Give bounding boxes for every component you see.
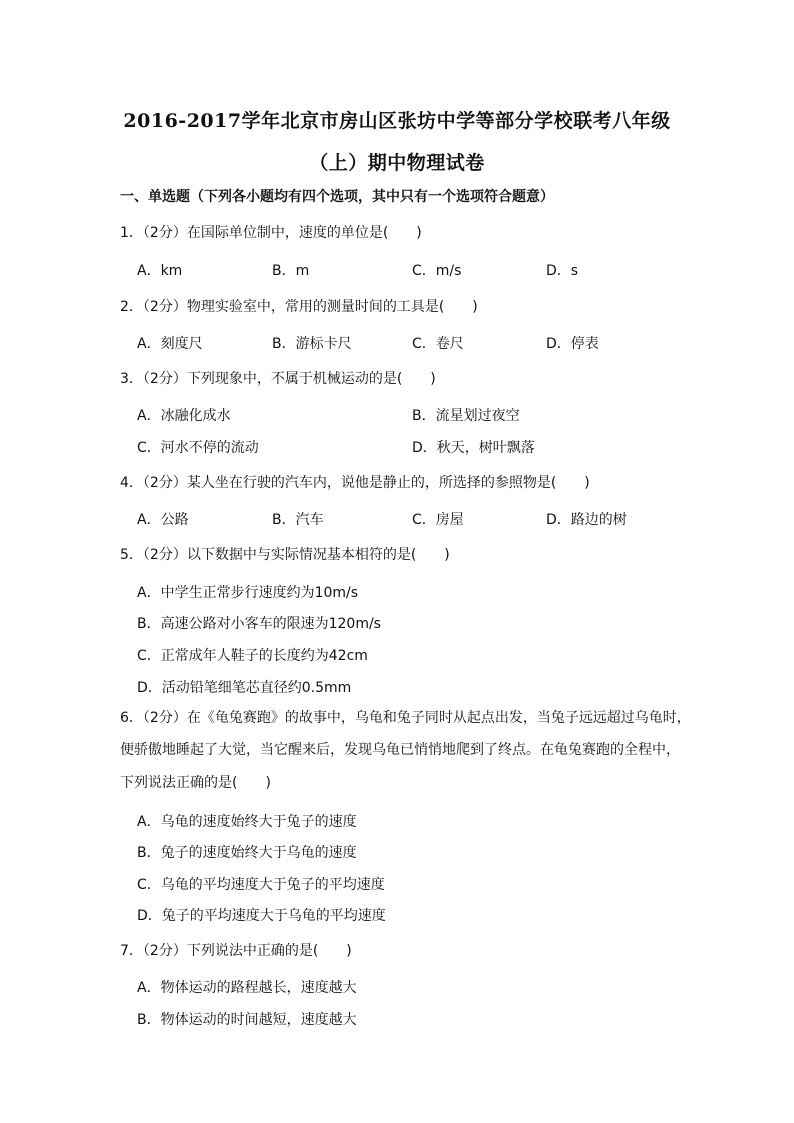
question-4-stem: 4．（2分）某人坐在行驶的汽车内，说他是静止的，所选择的参照物是( ) [120, 475, 590, 491]
question-4-option-c: C．房屋 [412, 512, 464, 528]
question-3-option-d: D．秋天，树叶飘落 [412, 440, 535, 456]
question-5-option-b: B．高速公路对小客车的限速为120m/s [137, 616, 381, 632]
question-6-option-a: A．乌龟的速度始终大于兔子的速度 [137, 814, 357, 830]
question-7-option-b: B．物体运动的时间越短，速度越大 [137, 1012, 357, 1028]
question-1-option-c: C．m/s [412, 263, 462, 279]
exam-title-line1: 2016-2017学年北京市房山区张坊中学等部分学校联考八年级 [123, 110, 671, 132]
question-5-stem: 5．（2分）以下数据中与实际情况基本相符的是( ) [120, 547, 450, 563]
question-2-stem: 2．（2分）物理实验室中，常用的测量时间的工具是( ) [120, 299, 478, 315]
question-4-option-b: B．汽车 [272, 512, 324, 528]
question-1-option-d: D．s [546, 263, 579, 279]
question-5-option-d: D．活动铅笔细笔芯直径约0.5mm [137, 680, 352, 696]
question-6-option-c: C．乌龟的平均速度大于兔子的平均速度 [137, 877, 385, 893]
question-3-option-c: C．河水不停的流动 [137, 440, 259, 456]
question-1-stem: 1．（2分）在国际单位制中，速度的单位是( ) [120, 225, 422, 241]
question-5-option-a: A．中学生正常步行速度约为10m/s [137, 585, 359, 601]
question-6-stem-line3: 下列说法正确的是( ) [120, 775, 271, 791]
question-3-option-b: B．流星划过夜空 [412, 408, 520, 424]
question-3-stem: 3．（2分）下列现象中，不属于机械运动的是( ) [120, 371, 436, 387]
question-3-option-a: A．冰融化成水 [137, 408, 231, 424]
question-2-option-d: D．停表 [546, 336, 599, 352]
question-7-stem: 7．（2分）下列说法中正确的是( ) [120, 943, 352, 959]
question-2-option-b: B．游标卡尺 [272, 336, 352, 352]
question-2-option-a: A．刻度尺 [137, 336, 203, 352]
question-4-option-d: D．路边的树 [546, 512, 627, 528]
question-6-stem-line2: 便骄傲地睡起了大觉，当它醒来后，发现乌龟已悄悄地爬到了终点。在龟兔赛跑的全程中， [120, 742, 680, 758]
question-6-stem-line1: 6．（2分）在《龟兔赛跑》的故事中，乌龟和兔子同时从起点出发，当兔子远远超过乌龟时， [120, 710, 691, 726]
question-1-option-b: B．m [272, 263, 310, 279]
section-heading: 一、单选题（下列各小题均有四个选项，其中只有一个选项符合题意） [120, 189, 554, 205]
question-7-option-a: A．物体运动的路程越长，速度越大 [137, 980, 357, 996]
question-6-option-b: B．兔子的速度始终大于乌龟的速度 [137, 845, 357, 861]
exam-title-line2: （上）期中物理试卷 [309, 152, 485, 174]
question-4-option-a: A．公路 [137, 512, 189, 528]
question-6-option-d: D．兔子的平均速度大于乌龟的平均速度 [137, 908, 386, 924]
question-1-option-a: A．km [137, 263, 183, 279]
question-5-option-c: C．正常成年人鞋子的长度约为42cm [137, 648, 368, 664]
question-2-option-c: C．卷尺 [412, 336, 464, 352]
